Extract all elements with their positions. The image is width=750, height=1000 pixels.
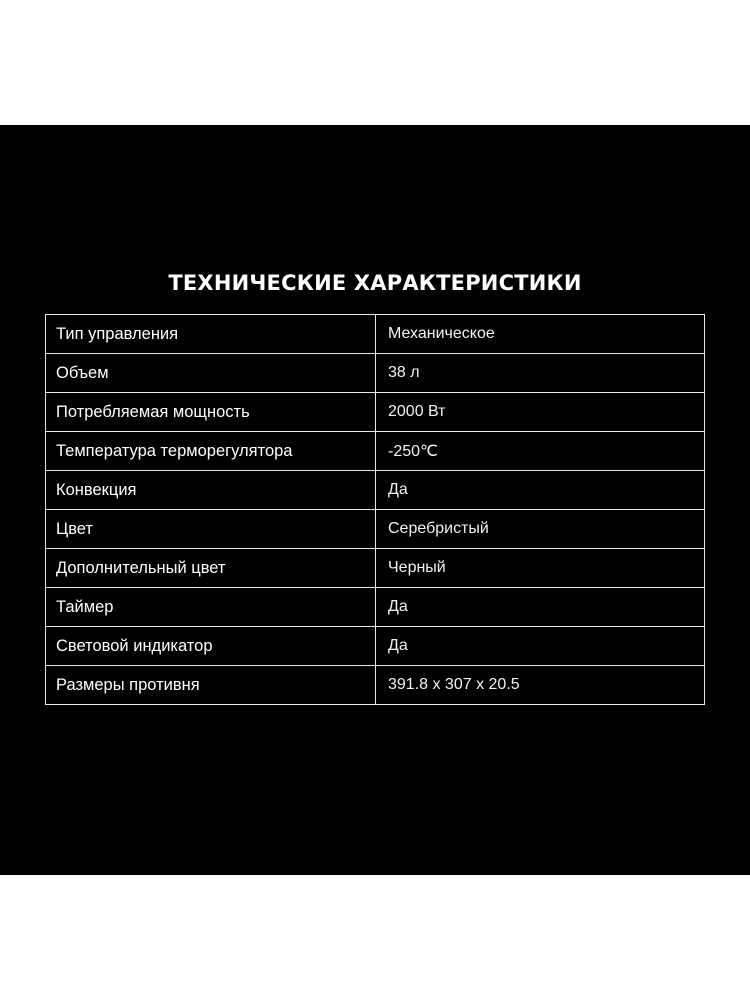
spec-value: -250℃ — [376, 432, 705, 471]
spec-name: Тип управления — [46, 315, 376, 354]
table-row — [46, 354, 705, 393]
spec-name: Таймер — [46, 588, 376, 627]
table-row — [46, 315, 705, 354]
table-row — [46, 666, 705, 705]
spec-name: Температура терморегулятора — [46, 432, 376, 471]
spec-name: Световой индикатор — [46, 627, 376, 666]
table-row — [46, 510, 705, 549]
spec-table — [45, 314, 705, 705]
spec-name: Цвет — [46, 510, 376, 549]
spec-value: 2000 Вт — [376, 393, 705, 432]
spec-value: Да — [376, 588, 705, 627]
spec-value: Да — [376, 627, 705, 666]
spec-name: Дополнительный цвет — [46, 549, 376, 588]
page-title: ТЕХНИЧЕСКИЕ ХАРАКТЕРИСТИКИ — [168, 271, 582, 295]
spec-value: Да — [376, 471, 705, 510]
table-row — [46, 627, 705, 666]
table-row — [46, 393, 705, 432]
table-row — [46, 432, 705, 471]
spec-name: Конвекция — [46, 471, 376, 510]
spec-value: 391.8 x 307 x 20.5 — [376, 666, 705, 705]
spec-value: Серебристый — [376, 510, 705, 549]
spec-name: Объем — [46, 354, 376, 393]
table-row — [46, 549, 705, 588]
spec-value: 38 л — [376, 354, 705, 393]
table-row — [46, 588, 705, 627]
spec-value: Черный — [376, 549, 705, 588]
spec-value: Механическое — [376, 315, 705, 354]
table-row — [46, 471, 705, 510]
spec-name: Размеры противня — [46, 666, 376, 705]
spec-name: Потребляемая мощность — [46, 393, 376, 432]
